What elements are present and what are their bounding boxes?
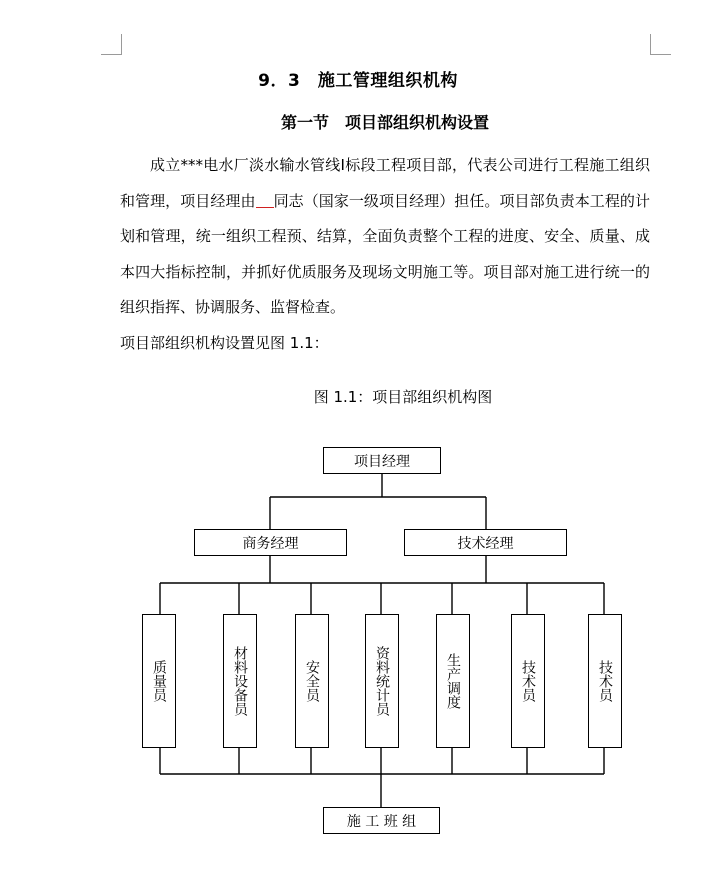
- staff-label: 材料设备员: [232, 646, 248, 716]
- org-box-technician-1: [511, 614, 545, 748]
- staff-label: 资料统计员: [374, 646, 390, 716]
- figure-caption: 图 1.1：项目部组织机构图: [313, 388, 493, 406]
- paragraph-part-1: 成立***电水厂淡水输水管线Ⅰ标段工程项目部，代表公司进行工程施工组织和管理，项目经理由: [120, 156, 650, 210]
- paragraph-figure-ref: 项目部组织机构设置见图 1.1：: [120, 333, 329, 352]
- org-box-quality-inspector: [142, 614, 176, 748]
- staff-label: 技术员: [520, 660, 536, 702]
- org-box-safety-officer: [295, 614, 329, 748]
- paragraph-part-2: 同志（国家一级项目经理）担任。项目部负责本工程的计划和管理，统一组织工程预、结算，全面负责整个工程的进度、安全、质量、成本四大指标控制，并抓好优质服务及现场文明施工等。项目部对施工进行统一的组织指挥、协调服务、监督检查。: [120, 191, 650, 317]
- section-heading: 9．3 施工管理组织机构: [258, 71, 458, 91]
- section-subheading: 第一节 项目部组织机构设置: [280, 113, 489, 132]
- staff-label: 技术员: [597, 660, 613, 702]
- staff-label: 生产调度: [445, 653, 461, 709]
- org-box-technician-2: [588, 614, 622, 748]
- org-box-project-manager: 项目经理: [323, 447, 441, 474]
- staff-label: 质量员: [151, 660, 167, 702]
- org-box-production-dispatch: [436, 614, 470, 748]
- org-box-construction-team: 施 工 班 组: [323, 807, 440, 834]
- org-box-business-manager: 商务经理: [194, 529, 347, 556]
- org-box-records-officer: [365, 614, 399, 748]
- staff-label: 安全员: [304, 660, 320, 702]
- org-box-materials-officer: [223, 614, 257, 748]
- org-box-technical-manager: 技术经理: [404, 529, 567, 556]
